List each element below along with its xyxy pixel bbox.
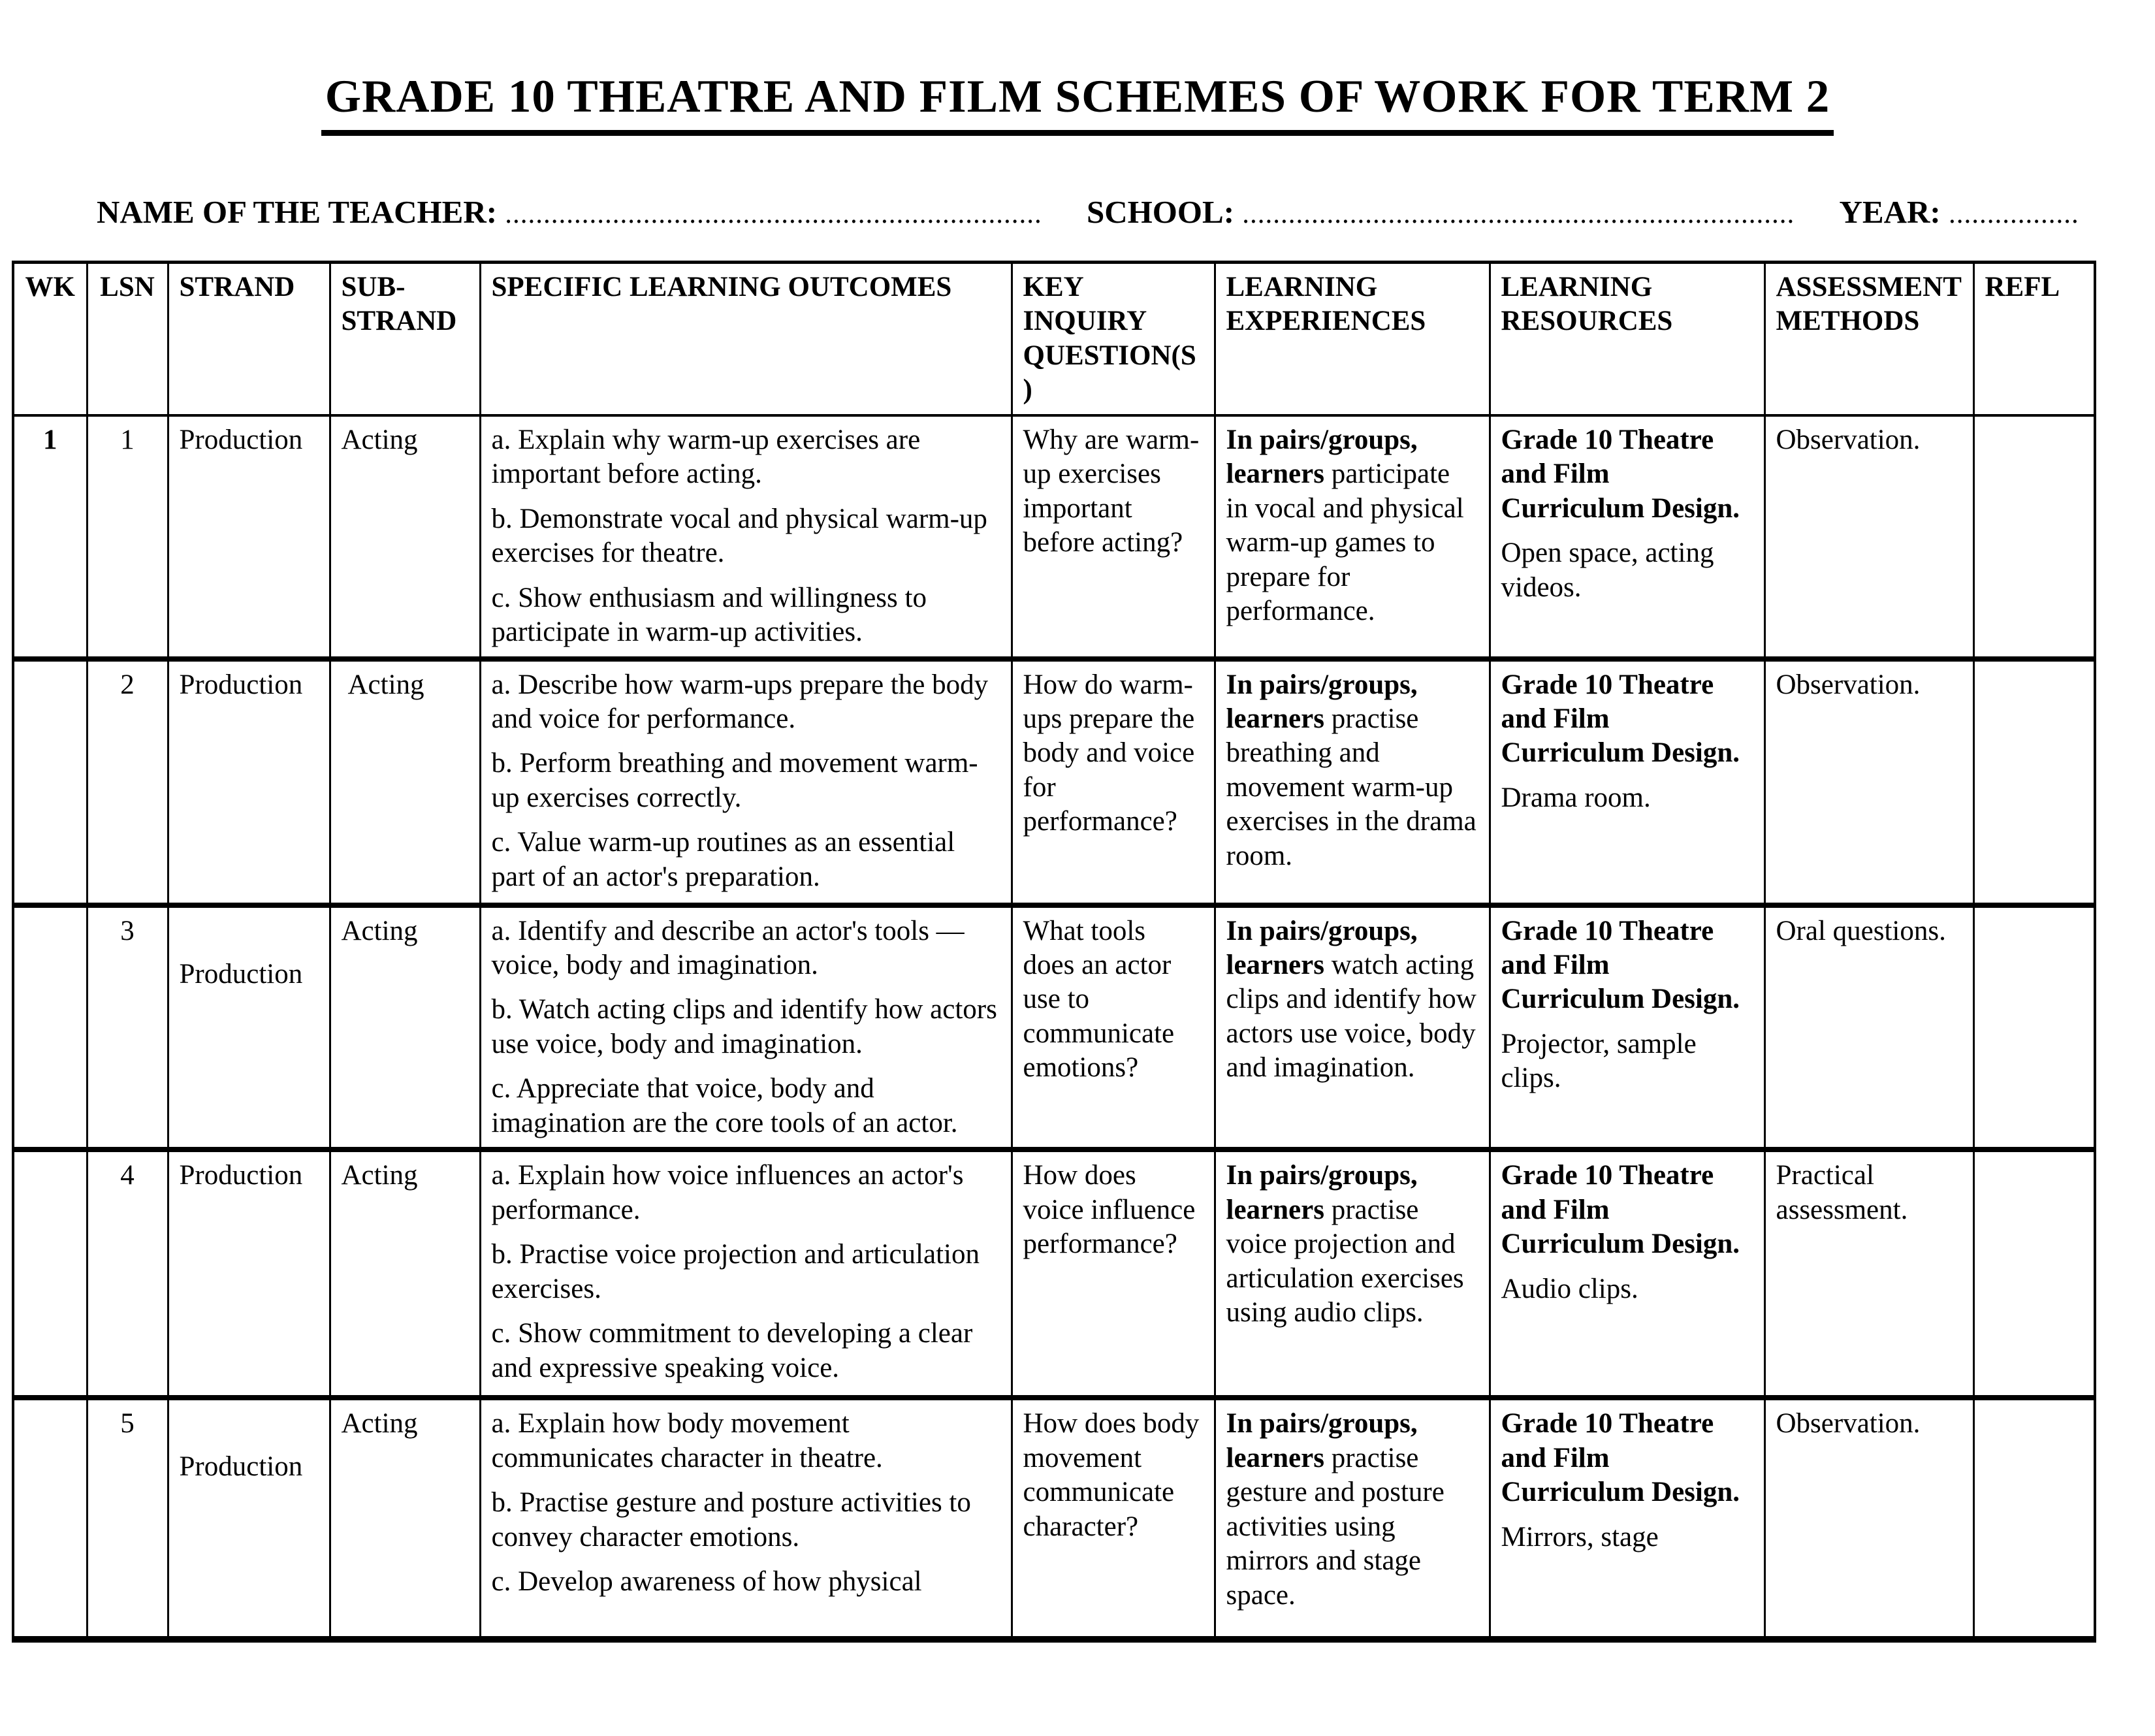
resources-cell xyxy=(1490,415,1764,659)
experience-lead: In pairs/groups, learners xyxy=(1226,1160,1418,1225)
experience-text xyxy=(1226,914,1478,1085)
col-header-refl: REFL xyxy=(1973,263,2095,415)
table-body xyxy=(13,415,2095,1639)
sub-strand-cell xyxy=(330,415,480,659)
key-inquiry-cell xyxy=(1012,905,1215,1150)
outcome-a: a. Explain how voice influences an actor's performance. xyxy=(491,1160,964,1225)
experiences-cell xyxy=(1215,1398,1490,1639)
strand-text: Production xyxy=(179,958,303,989)
experience-lead: In pairs/groups, learners xyxy=(1226,1408,1418,1473)
teacher-fill-line: ...................................................................... xyxy=(505,199,1042,229)
experiences-cell xyxy=(1215,905,1490,1150)
key-inquiry-cell xyxy=(1012,1398,1215,1639)
school-fill-line: ........................................................................ xyxy=(1242,199,1795,229)
outcomes-cell xyxy=(480,1398,1012,1639)
sub-strand-cell xyxy=(330,1149,480,1398)
experience-lead: In pairs/groups, learners xyxy=(1226,669,1418,734)
assessment-text: Practical assessment. xyxy=(1776,1160,1908,1225)
strand-cell xyxy=(168,905,330,1150)
resource-materials: Open space, acting videos. xyxy=(1501,538,1714,603)
key-inquiry-cell xyxy=(1012,1149,1215,1398)
sub-strand-cell xyxy=(330,659,480,905)
lsn-cell: 1 xyxy=(87,415,168,659)
teacher-label: NAME OF THE TEACHER: xyxy=(97,194,498,230)
table-row xyxy=(13,1149,2095,1398)
resource-curriculum: Grade 10 Theatre and Film Curriculum Design. xyxy=(1501,1408,1740,1508)
sub-strand-cell xyxy=(330,905,480,1150)
strand-text: Production xyxy=(179,669,303,700)
outcomes-cell xyxy=(480,415,1012,659)
outcome-b: b. Demonstrate vocal and physical warm-up exercises for theatre. xyxy=(491,503,987,569)
resource-materials: Audio clips. xyxy=(1501,1273,1638,1304)
strand-cell xyxy=(168,1398,330,1639)
refl-cell xyxy=(1973,415,2095,659)
resource-curriculum: Grade 10 Theatre and Film Curriculum Design. xyxy=(1501,915,1740,1015)
experience-rest: watch acting clips and identify how actors use voice, body and imagination. xyxy=(1226,949,1477,1084)
strand-text: Production xyxy=(179,424,303,455)
sub-strand-text: Acting xyxy=(341,915,418,946)
col-header-experiences: LEARNING EXPERIENCES xyxy=(1215,263,1490,415)
resource-curriculum: Grade 10 Theatre and Film Curriculum Design. xyxy=(1501,669,1740,769)
col-header-wk: WK xyxy=(13,263,87,415)
experience-rest: practise breathing and movement warm-up exercises in the drama room. xyxy=(1226,703,1477,871)
schemes-of-work-table xyxy=(12,261,2096,1643)
strand-cell xyxy=(168,659,330,905)
assessment-text: Observation. xyxy=(1776,424,1921,455)
sub-strand-text: Acting xyxy=(347,669,424,700)
outcome-a: a. Explain why warm-up exercises are important before acting. xyxy=(491,424,921,490)
table-row xyxy=(13,1398,2095,1639)
refl-cell xyxy=(1973,1149,2095,1398)
key-inquiry-cell xyxy=(1012,415,1215,659)
resource-curriculum: Grade 10 Theatre and Film Curriculum Design. xyxy=(1501,424,1740,524)
table-header xyxy=(13,263,2095,415)
outcome-b: b. Practise voice projection and articulation exercises. xyxy=(491,1239,980,1304)
resource-materials: Mirrors, stage xyxy=(1501,1521,1659,1552)
outcome-b: b. Perform breathing and movement warm-up exercises correctly. xyxy=(491,748,978,813)
sub-strand-text: Acting xyxy=(341,424,418,455)
outcomes-cell xyxy=(480,659,1012,905)
strand-text: Production xyxy=(179,1451,303,1483)
experiences-cell xyxy=(1215,1149,1490,1398)
experience-text xyxy=(1226,1159,1478,1330)
assessment-text: Observation. xyxy=(1776,1408,1921,1439)
col-header-strand: STRAND xyxy=(168,263,330,415)
outcomes-cell xyxy=(480,1149,1012,1398)
assessment-cell xyxy=(1764,659,1973,905)
table-row xyxy=(13,659,2095,905)
experience-text xyxy=(1226,1407,1478,1613)
col-header-assessment: ASSESSMENT METHODS xyxy=(1764,263,1973,415)
resources-cell xyxy=(1490,1149,1764,1398)
school-label: SCHOOL: xyxy=(1087,194,1235,230)
resources-cell xyxy=(1490,905,1764,1150)
col-header-outcomes: SPECIFIC LEARNING OUTCOMES xyxy=(480,263,1012,415)
outcome-a: a. Describe how warm-ups prepare the body and voice for performance. xyxy=(491,669,989,734)
meta-line xyxy=(97,193,2090,231)
wk-cell xyxy=(13,659,87,905)
table-row xyxy=(13,415,2095,659)
outcome-a: a. Explain how body movement communicates character in theatre. xyxy=(491,1408,883,1473)
resource-materials: Drama room. xyxy=(1501,782,1651,813)
assessment-cell xyxy=(1764,905,1973,1150)
year-fill-line: ................. xyxy=(1948,199,2079,229)
year-label: YEAR: xyxy=(1839,194,1941,230)
experience-rest: participate in vocal and physical warm-up games to prepare for performance. xyxy=(1226,458,1464,627)
experience-text xyxy=(1226,668,1478,874)
sub-strand-text: Acting xyxy=(341,1160,418,1191)
key-inquiry-cell xyxy=(1012,659,1215,905)
experience-rest: practise voice projection and articulation exercises using audio clips. xyxy=(1226,1194,1464,1328)
lsn-cell: 5 xyxy=(87,1398,168,1639)
outcome-c: c. Show commitment to developing a clear and expressive speaking voice. xyxy=(491,1318,973,1383)
lsn-cell: 4 xyxy=(87,1149,168,1398)
col-header-lsn: LSN xyxy=(87,263,168,415)
experience-rest: practise gesture and posture activities using mirrors and stage space. xyxy=(1226,1442,1445,1611)
outcome-b: b. Practise gesture and posture activities to convey character emotions. xyxy=(491,1487,971,1552)
experiences-cell xyxy=(1215,415,1490,659)
col-header-key-inquiry: KEY INQUIRY QUESTION(S) xyxy=(1012,263,1215,415)
key-inquiry-text: Why are warm-up exercises important before acting? xyxy=(1023,424,1200,558)
experience-lead: In pairs/groups, learners xyxy=(1226,915,1418,980)
refl-cell xyxy=(1973,905,2095,1150)
document-page xyxy=(0,71,2155,1643)
refl-cell xyxy=(1973,1398,2095,1639)
resources-cell xyxy=(1490,659,1764,905)
assessment-cell xyxy=(1764,415,1973,659)
wk-cell xyxy=(13,1398,87,1639)
col-header-sub-strand: SUB-STRAND xyxy=(330,263,480,415)
refl-cell xyxy=(1973,659,2095,905)
resource-materials: Projector, sample clips. xyxy=(1501,1028,1697,1094)
outcome-c: c. Appreciate that voice, body and imagination are the core tools of an actor. xyxy=(491,1073,958,1138)
experiences-cell xyxy=(1215,659,1490,905)
strand-text: Production xyxy=(179,1160,303,1191)
outcome-c: c. Show enthusiasm and willingness to participate in warm-up activities. xyxy=(491,582,927,648)
outcome-a: a. Identify and describe an actor's tools — voice, body and imagination. xyxy=(491,915,965,980)
outcome-c: c. Value warm-up routines as an essential part of an actor's preparation. xyxy=(491,827,955,892)
lsn-cell: 2 xyxy=(87,659,168,905)
outcome-c: c. Develop awareness of how physical xyxy=(491,1566,922,1598)
resource-curriculum: Grade 10 Theatre and Film Curriculum Design. xyxy=(1501,1160,1740,1260)
col-header-resources: LEARNING RESOURCES xyxy=(1490,263,1764,415)
key-inquiry-text: How does body movement communicate character? xyxy=(1023,1408,1200,1542)
wk-cell xyxy=(13,1149,87,1398)
assessment-text: Oral questions. xyxy=(1776,915,1946,946)
experience-text xyxy=(1226,423,1478,629)
assessment-cell xyxy=(1764,1398,1973,1639)
wk-cell xyxy=(13,905,87,1150)
experience-lead: In pairs/groups, learners xyxy=(1226,424,1418,490)
assessment-cell xyxy=(1764,1149,1973,1398)
outcomes-cell xyxy=(480,905,1012,1150)
assessment-text: Observation. xyxy=(1776,669,1921,700)
page-title: GRADE 10 THEATRE AND FILM SCHEMES OF WORK FOR TERM 2 xyxy=(321,71,1834,136)
resources-cell xyxy=(1490,1398,1764,1639)
key-inquiry-text: How do warm-ups prepare the body and voice for performance? xyxy=(1023,669,1195,837)
key-inquiry-text: How does voice influence performance? xyxy=(1023,1160,1196,1260)
strand-cell xyxy=(168,415,330,659)
key-inquiry-text: What tools does an actor use to communicate emotions? xyxy=(1023,915,1175,1084)
table-row xyxy=(13,905,2095,1150)
sub-strand-cell xyxy=(330,1398,480,1639)
lsn-cell: 3 xyxy=(87,905,168,1150)
strand-cell xyxy=(168,1149,330,1398)
wk-cell: 1 xyxy=(13,415,87,659)
outcome-b: b. Watch acting clips and identify how actors use voice, body and imagination. xyxy=(491,994,997,1059)
title-row xyxy=(0,71,2155,136)
sub-strand-text: Acting xyxy=(341,1408,418,1439)
